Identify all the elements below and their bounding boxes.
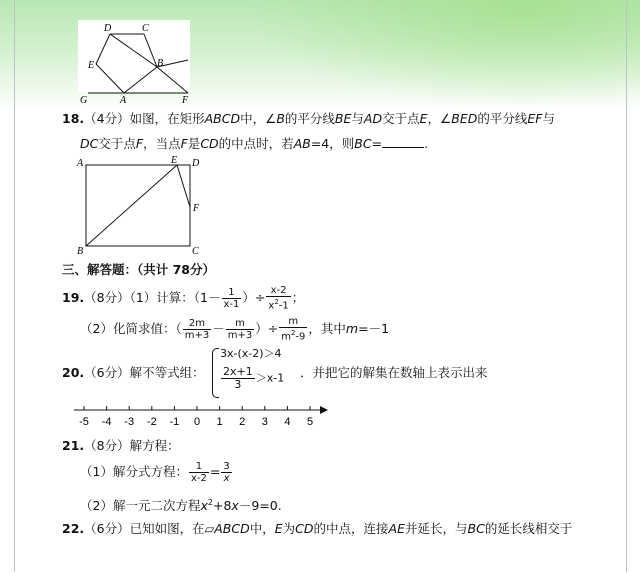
fraction [226,318,254,341]
question-21-part2 [80,495,282,514]
q19-m: m [345,321,359,336]
fig17-label-G: G [80,95,88,106]
q19-text: （8分）（1）计算：（1－ [84,290,221,305]
q18-E: E [419,111,428,126]
q19-text: ，其中 [308,321,346,336]
question-20-tail: ．并把它的解集在数轴上表示出来 [300,365,488,380]
q21-text: －9=0. [238,498,282,514]
q22-number: 22. [62,521,85,536]
fraction-num: 1 [222,287,242,299]
q18-text: 的平分线 [284,111,335,126]
q19-text: ）÷ [255,321,279,336]
fraction-den [266,297,290,311]
axis-tick-label: 1 [216,416,223,428]
question-19-part2 [80,316,389,343]
fraction-den [279,328,307,342]
q22-text: 的中点，连接 [313,521,389,536]
q22-text: 为 [282,521,296,536]
fraction-num: x-2 [266,285,290,297]
den-rest: -9 [295,331,306,343]
q21-x: x [200,498,208,514]
q18-BC: BC [354,136,372,151]
q21-text: +8 [212,498,232,514]
q18-text: 是 [187,136,201,151]
q18-text: =4，则 [310,136,355,151]
q22-ABCD: ABCD [214,521,250,536]
q18-text: 的平分线 [477,111,528,126]
q21-text: = [209,464,221,479]
q18-BE: BE [334,111,352,126]
fig17-label-C: C [142,23,149,34]
den-exp: 2 [290,329,296,338]
fraction-den: m+3 [184,330,210,341]
q22-E: E [274,521,283,536]
q18-AB: AB [293,136,311,151]
fig17-label-B: B [157,58,164,69]
q18-B: B [276,111,285,126]
den-rest: -1 [278,300,289,312]
q19-text: ）÷ [242,290,266,305]
fraction-den: 3 [234,378,242,391]
q18-text: 交于点 [382,111,420,126]
den-base: m [281,331,291,343]
q18-text: （4分）如图，在矩形 [84,111,205,126]
number-line [74,398,334,432]
fig18-label-D: D [192,158,200,169]
q18-text: 与 [542,111,555,126]
question-21-part1 [80,459,233,485]
inequality-2 [220,366,284,391]
axis-tick-label: 4 [284,416,291,428]
q20-number: 20. [62,365,85,380]
q18-F: F [180,136,188,151]
q22-text: 并延长，与 [405,521,468,536]
axis-tick-label: 5 [306,416,314,428]
question-19-part1 [62,285,304,312]
section-heading: 三、解答题：（共计 78分） [62,262,215,277]
q20-text: （6分）解不等式组： [84,365,205,380]
question-18-line1 [62,111,555,127]
fig17-label-E: E [88,60,95,71]
axis-tick-label: 0 [193,416,201,428]
q21-text: （1）解分式方程： [80,464,188,479]
q18-text: = [371,136,383,151]
fig18-label-F: F [193,203,200,214]
den-base: x [268,300,275,312]
q18-DC: DC [80,136,99,151]
q19-number: 19. [62,290,85,305]
question-22 [62,521,572,537]
q22-text: （6分）已知如图，在 [84,521,205,536]
q18-BED: BED [451,111,478,126]
axis-tick-label: -2 [146,416,157,428]
q18-EF: EF [527,111,543,126]
q18-ABCD: ABCD [204,111,241,126]
q22-AE: AE [388,521,405,536]
q18-CD: CD [200,136,219,151]
fig18-label-B: B [77,246,84,256]
axis-tick-label: -5 [79,416,89,428]
q18-AD: AD [363,111,383,126]
q21-text: （2）解一元二次方程 [80,498,201,514]
q18-text: 的中点时，若 [218,136,294,151]
q18-text: ，∠ [427,111,452,126]
fraction-num: 3 [223,461,230,472]
q18-text: 交于点 [98,136,136,151]
fraction-den: x-1 [223,299,240,310]
q19-text: － [212,321,225,336]
q18-text: 中，∠ [240,111,277,126]
axis-arrow [320,406,328,414]
q18-F: F [135,136,144,151]
fraction [279,316,307,342]
q18-text: 与 [351,111,364,126]
fraction-den: x-2 [190,473,207,484]
fraction [222,287,242,310]
question-20-lead [62,365,205,381]
answer-blank[interactable] [382,135,424,148]
fraction-num: m [226,318,254,330]
fig18-label-E: E [171,156,178,166]
fraction-num: 2m [183,318,211,330]
q18-text: ，当点 [143,136,181,151]
fraction-num: 1 [189,461,209,473]
q19-text: ； [291,290,305,305]
q21-x: x [231,498,239,514]
axis-tick-label: -3 [124,416,135,428]
q22-text: 的延长线相交于 [484,521,573,536]
fraction [221,461,231,484]
fraction [183,318,211,341]
fraction [266,285,290,311]
fraction-num: 2x+1 [223,365,253,378]
fig18-label-A: A [77,158,84,169]
fraction-num: m [279,316,307,328]
axis-tick-label: 3 [261,416,268,428]
axis-tick-label: 2 [239,416,246,428]
system-brace [212,348,219,398]
q22-text: 中， [249,521,275,536]
inequality-1: 3x-(x-2)＞4 [220,347,282,360]
fig17-label-A: A [120,95,127,106]
q18-number: 18. [62,111,85,126]
question-21-title [62,438,180,454]
fraction-den: x [223,473,230,484]
parallelogram-symbol: ▱ [204,521,215,536]
figure-18 [74,156,209,256]
axis-tick-label: -4 [101,416,112,428]
ineq-rest: ＞x-1 [255,371,285,385]
q21-text: （8分）解方程： [84,438,180,453]
fraction-den: m+3 [227,330,253,341]
q22-CD: CD [295,521,314,536]
fig17-label-F: F [182,95,189,106]
figure-17 [78,20,203,108]
fraction [221,366,255,391]
question-18-line2 [80,135,428,152]
q22-BC: BC [467,521,485,536]
axis-tick-label: -1 [169,416,180,428]
den-exp: 2 [274,298,279,307]
q19-text: =－1 [358,321,390,336]
fig18-label-C: C [192,246,199,256]
q19-text: （2）化简求值：（ [80,321,182,336]
fraction [189,461,209,484]
q21-exp: 2 [207,498,213,507]
q21-number: 21. [62,438,85,453]
q18-text: . [424,136,429,151]
fig17-label-D: D [104,23,112,34]
